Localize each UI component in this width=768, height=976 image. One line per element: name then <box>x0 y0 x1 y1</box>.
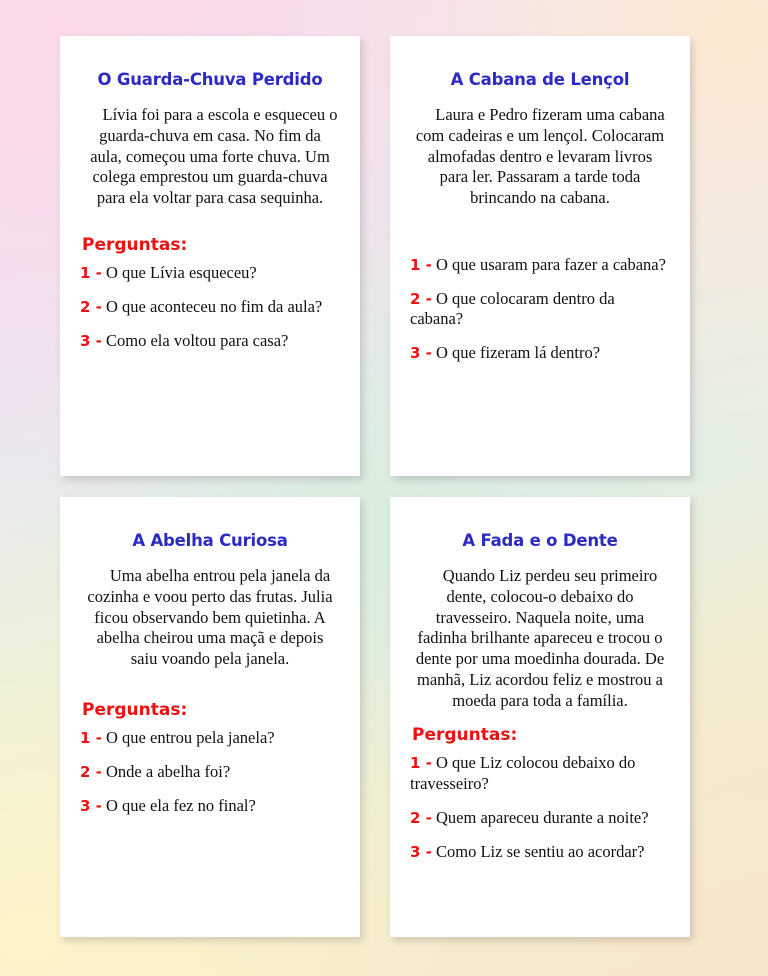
card-title: O Guarda-Chuva Perdido <box>97 70 323 89</box>
question-number: 3 - <box>80 797 102 816</box>
card-title: A Abelha Curiosa <box>132 531 288 550</box>
question-text: Quem apareceu durante a noite? <box>436 807 649 827</box>
question-item <box>410 808 670 828</box>
questions-heading: Perguntas: <box>82 699 188 720</box>
card-title: A Fada e o Dente <box>462 531 618 550</box>
question-item <box>410 753 670 793</box>
question-number: 2 - <box>80 298 102 317</box>
card-story-text: Quando Liz perdeu seu primeiro dente, colocou-o debaixo do travesseiro. Naquela noite, uma fadinha brilhante apareceu e trocou o dente por uma moedinha dourada. De manhã, Liz acordou feliz e mostrou a moeda para toda a família. <box>415 566 665 710</box>
card-story-text: Uma abelha entrou pela janela da cozinha e voou perto das frutas. Julia ficou observando bem quietinha. A abelha cheirou uma maçã e depois saiu voando pela janela. <box>87 566 333 669</box>
question-item <box>80 728 340 748</box>
card-story-text: Lívia foi para a escola e esqueceu o guarda-chuva em casa. No fim da aula, começou uma forte chuva. Um colega emprestou um guarda-chuva para ela voltar para casa sequinha. <box>90 105 338 208</box>
story-card[interactable] <box>60 36 360 476</box>
story-card[interactable] <box>60 497 360 937</box>
question-text: O que Lívia esqueceu? <box>106 262 257 282</box>
question-number: 2 - <box>410 808 432 827</box>
question-number: 3 - <box>410 344 432 363</box>
questions-list <box>80 263 340 351</box>
question-item <box>80 297 340 317</box>
question-number: 1 - <box>410 255 432 274</box>
question-item <box>410 255 670 275</box>
questions-block <box>80 700 340 830</box>
question-item <box>410 343 670 363</box>
card-spacer <box>410 876 670 919</box>
card-title: A Cabana de Lençol <box>450 70 630 89</box>
question-text: O que usaram para fazer a cabana? <box>436 254 666 274</box>
question-text: Como ela voltou para casa? <box>106 331 289 351</box>
question-item <box>410 289 670 329</box>
question-text: Onde a abelha foi? <box>106 762 231 782</box>
story-card[interactable] <box>390 36 690 476</box>
question-item <box>80 331 340 351</box>
question-text: O que colocaram dentro da cabana? <box>410 289 615 329</box>
question-number: 3 - <box>410 842 432 861</box>
questions-heading: Perguntas: <box>412 725 518 746</box>
question-item <box>410 842 670 862</box>
card-spacer <box>410 377 670 458</box>
questions-block <box>410 255 670 378</box>
question-number: 2 - <box>410 290 432 309</box>
question-text: O que ela fez no final? <box>106 796 256 816</box>
questions-block <box>80 235 340 365</box>
question-number: 1 - <box>410 754 432 773</box>
question-item <box>80 762 340 782</box>
questions-list <box>410 255 670 364</box>
question-number: 3 - <box>80 332 102 351</box>
question-item <box>80 796 340 816</box>
questions-list <box>80 728 340 816</box>
question-number: 2 - <box>80 763 102 782</box>
story-card[interactable] <box>390 497 690 937</box>
questions-list <box>410 753 670 862</box>
card-spacer <box>80 830 340 919</box>
questions-heading: Perguntas: <box>82 234 188 255</box>
card-spacer <box>80 365 340 458</box>
question-item <box>80 263 340 283</box>
question-number: 1 - <box>80 728 102 747</box>
card-grid <box>60 36 708 937</box>
questions-block <box>410 725 670 876</box>
question-text: O que entrou pela janela? <box>106 727 275 747</box>
question-text: Como Liz se sentiu ao acordar? <box>436 841 645 861</box>
question-text: O que aconteceu no fim da aula? <box>106 297 323 317</box>
card-story-text: Laura e Pedro fizeram uma cabana com cadeiras e um lençol. Colocaram almofadas dentro e levaram livros para ler. Passaram a tarde toda brincando na cabana. <box>415 105 665 208</box>
question-text: O que fizeram lá dentro? <box>436 343 601 363</box>
question-text: O que Liz colocou debaixo do travesseiro? <box>410 753 636 793</box>
question-number: 1 - <box>80 263 102 282</box>
